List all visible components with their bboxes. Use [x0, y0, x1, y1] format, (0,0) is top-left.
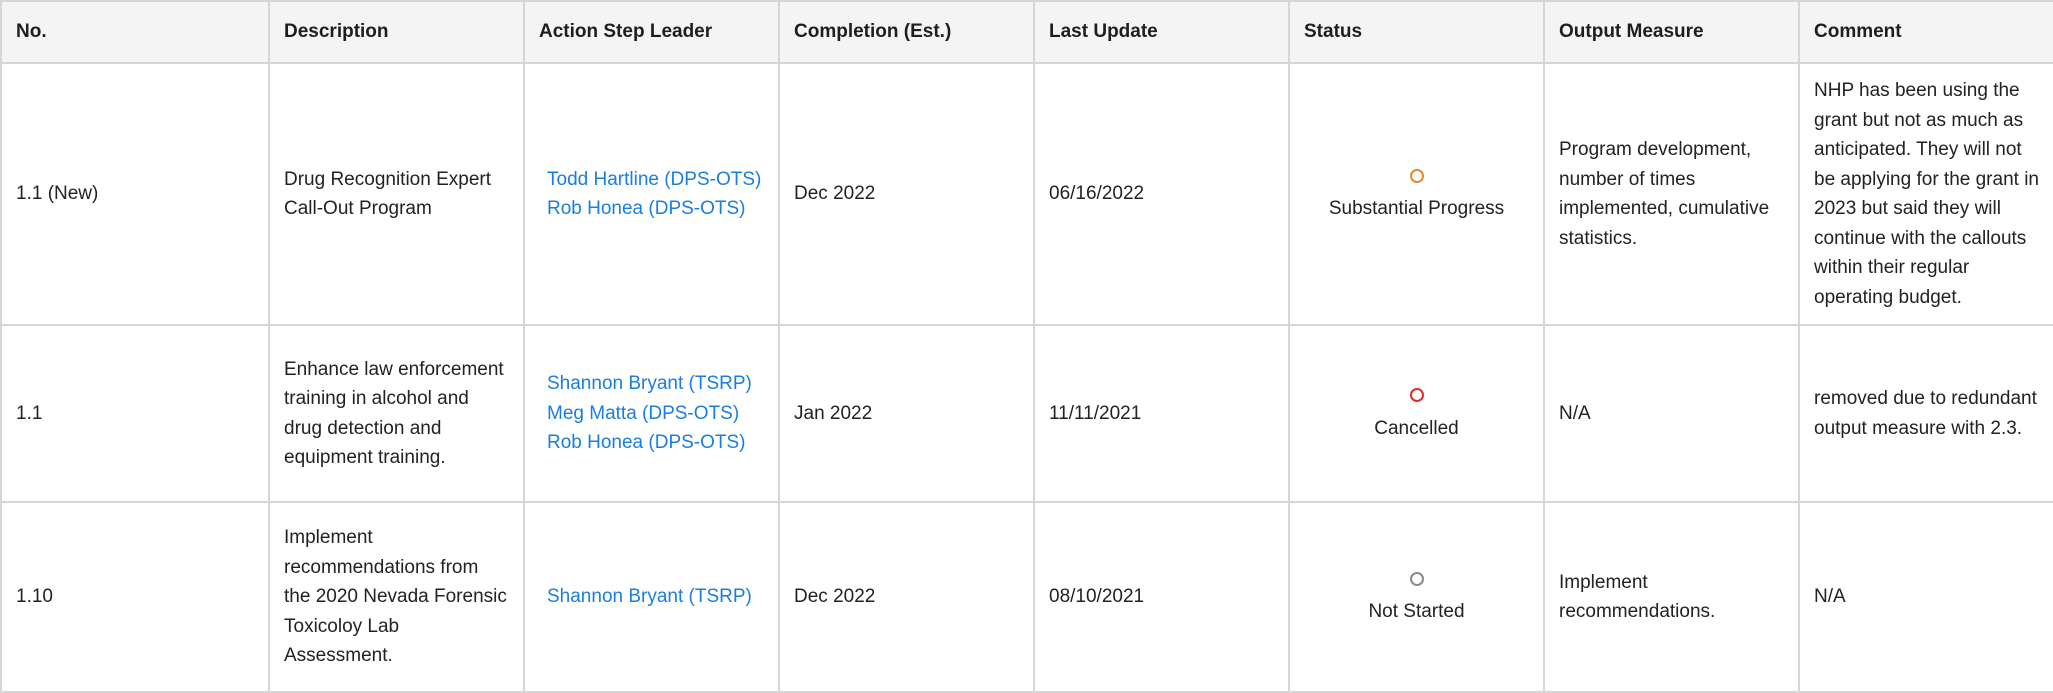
leader-link[interactable]: Rob Honea (DPS-OTS) — [547, 432, 746, 454]
cell-completion: Dec 2022 — [779, 63, 1034, 325]
cell-description: Drug Recognition Expert Call-Out Program — [269, 63, 524, 325]
column-header-comment[interactable]: Comment — [1799, 1, 2053, 63]
table-row — [1, 63, 2053, 325]
cell-description: Implement recommendations from the 2020 Nevada Forensic Toxicoloy Lab Assessment. — [269, 502, 524, 692]
table-header-row — [1, 1, 2053, 63]
column-header-last-update[interactable]: Last Update — [1034, 1, 1289, 63]
cell-status — [1289, 325, 1544, 502]
column-header-action-step-leader[interactable]: Action Step Leader — [524, 1, 779, 63]
status-circle-icon — [1410, 388, 1424, 402]
column-header-no[interactable]: No. — [1, 1, 269, 63]
cell-last-update: 08/10/2021 — [1034, 502, 1289, 692]
status-text: Substantial Progress — [1328, 198, 1505, 219]
table-row — [1, 502, 2053, 692]
table-row — [1, 325, 2053, 502]
cell-output-measure: Program development, number of times implemented, cumulative statistics. — [1544, 63, 1799, 325]
leader-link[interactable]: Rob Honea (DPS-OTS) — [547, 198, 746, 219]
cell-no: 1.10 — [1, 502, 269, 692]
cell-last-update: 06/16/2022 — [1034, 63, 1289, 325]
cell-status — [1289, 63, 1544, 325]
cell-comment: NHP has been using the grant but not as much as anticipated. They will not be applying for the grant in 2023 but said they will continue with the callouts within their regular operating budget. — [1799, 63, 2053, 325]
cell-completion: Jan 2022 — [779, 325, 1034, 502]
cell-action-step-leader — [524, 325, 779, 502]
cell-output-measure: N/A — [1544, 325, 1799, 502]
cell-no: 1.1 (New) — [1, 63, 269, 325]
leader-link[interactable]: Shannon Bryant (TSRP) — [547, 373, 752, 395]
column-header-description[interactable]: Description — [269, 1, 524, 63]
cell-status — [1289, 502, 1544, 692]
cell-action-step-leader — [524, 502, 779, 692]
cell-completion: Dec 2022 — [779, 502, 1034, 692]
status-text: Cancelled — [1374, 417, 1459, 439]
status-text: Not Started — [1368, 601, 1465, 622]
column-header-completion[interactable]: Completion (Est.) — [779, 1, 1034, 63]
column-header-output-measure[interactable]: Output Measure — [1544, 1, 1799, 63]
cell-no: 1.1 — [1, 325, 269, 502]
leader-link[interactable]: Todd Hartline (DPS-OTS) — [547, 168, 762, 190]
cell-description: Enhance law enforcement training in alcohol and drug detection and equipment training. — [269, 325, 524, 502]
cell-comment: removed due to redundant output measure with 2.3. — [1799, 325, 2053, 502]
cell-last-update: 11/11/2021 — [1034, 325, 1289, 502]
leader-link[interactable]: Meg Matta (DPS-OTS) — [547, 402, 740, 424]
cell-action-step-leader — [524, 63, 779, 325]
cell-comment: N/A — [1799, 502, 2053, 692]
status-circle-icon — [1410, 572, 1424, 586]
leader-link[interactable]: Shannon Bryant (TSRP) — [547, 586, 752, 608]
status-circle-icon — [1410, 169, 1424, 183]
column-header-status[interactable]: Status — [1289, 1, 1544, 63]
cell-output-measure: Implement recommendations. — [1544, 502, 1799, 692]
